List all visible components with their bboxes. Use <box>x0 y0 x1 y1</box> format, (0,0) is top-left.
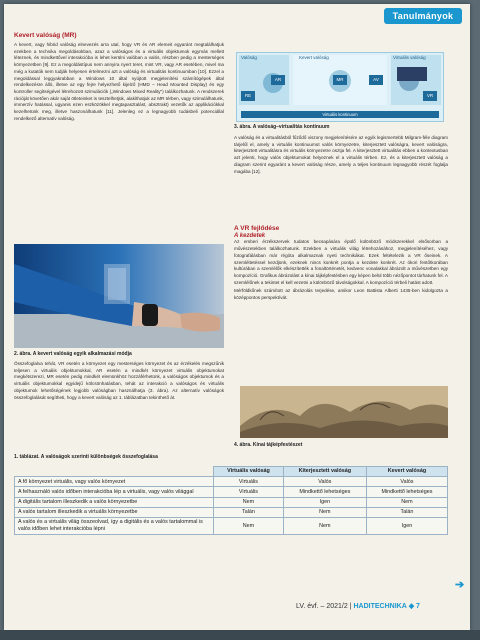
table-cell: Nem <box>283 507 366 517</box>
section-badge: Tanulmányok <box>384 8 462 24</box>
table-cell: Valós <box>283 477 366 487</box>
figure-3-caption: 3. ábra. A valóság–virtualitás kontinuum <box>234 124 330 130</box>
mr-paragraph: A kevert, vagy hibrid valóság elnevezés arra utal, hogy VR és AR elemeit egyaránt megtalálhatjuk ezekben a technika megoldásokban, azaz a valóságos és a virtuális objektumok egymás mellett léteznek, és mindkettővel interakcióba is lehet kerülni valóban a valós, részben pedig a mesterséges környezetben [9]. Ez a megoldástípus nem annyira nyert teret, mint VR, vagy AR esetében, mivel ma még a kutatók sem tudják helyesen értelmezni azt a valóság és virtualitás kontinuumban [10]. Ezzel a megoldással leggyakrabban a Windows 10 által nyújtott megjelenítési számítógépek által rendelkezésre álló, illetve az egy fejre helyezhető kijelző (HMD – Head Mounted Display) és egy kontroller segítségével létrehozott szimulációk („Windows Mixed Reality") találkozhatunk. A rendszerek rációját követően akár saját ötleteinket is tesztelhetjük, alakíthatjuk az MR térben, vagy szimulálhatunk, immerzív hatással, ugyanis ezen eszközökkel megtapasztalást, absztrakt) vezetők az applikációkkal kezelhetünk meg, illetve haszonálhatunk [11]. Jelenleg ez a legnagyobb tudásbeli potenciállal rendelkező alternatív valóság. <box>14 42 224 121</box>
right-column-top <box>234 135 448 177</box>
mr-section-title: Kevert valóság (MR) <box>14 32 77 39</box>
table-cell: Mindkettő lehetséges <box>283 487 366 497</box>
reality-comparison-table <box>14 466 448 535</box>
table-header-vr: Virtuális valóság <box>214 467 284 477</box>
table-cell: A digitális tartalom illeszkedik a valós környezetbe <box>15 497 214 507</box>
reality-virtuality-diagram <box>236 52 444 122</box>
table-cell: Igen <box>283 497 366 507</box>
table-cell: Talán <box>366 507 447 517</box>
continue-arrow-icon: ➔ <box>455 579 465 591</box>
vr-development-heading: A VR fejlődése <box>234 225 280 232</box>
mixed-reality-photo <box>14 244 224 348</box>
table-1-title: 1. táblázat. A valóságok szerinti különbségek összefoglalása <box>14 454 158 460</box>
table-header-row <box>15 467 448 477</box>
table-header-ar: Kiterjesztett valóság <box>283 467 366 477</box>
box-ar: AR <box>271 75 285 85</box>
summary-paragraph: Összefoglalva tehát, VR esetén a környezet egy mesterséges környezet és az érzékelés megszűnik teljesen a virtuális objektumokkal, AR esetén a mindkét környezet virtuális objektumokat megkétszerezi, MR esetén pedig mindkét elemünkhöz hozzáférhetünk, a valóságos objektumok és a virtuális objektumokkal egyidejű kölcsönhatásban, tehát az interakció a valóságos és virtuális objektumok lehetőségének legjobb valóságban használhatja (3. ábra). Az alternatív valóságok összefoglalását segítheti, hogy a kevert valóság az 1. táblázatban tekinthető át. <box>14 361 224 400</box>
box-re: RE <box>241 91 255 101</box>
chinese-landscape-painting <box>240 386 448 438</box>
box-vr: VR <box>423 91 437 101</box>
table-cell: Mindkettő lehetséges <box>366 487 447 497</box>
left-column-bottom <box>14 361 224 403</box>
continuum-axis-label: Virtuális kontinuum <box>322 112 358 117</box>
table-row <box>15 517 448 534</box>
mixed-reality-photo-drawing <box>14 244 224 348</box>
table-cell: Nem <box>214 497 284 507</box>
painting-drawing <box>240 386 448 438</box>
table-row <box>15 477 448 487</box>
table-cell: Valós <box>366 477 447 487</box>
figure-4-caption: 4. ábra. Kínai tájképfestészet <box>234 442 303 448</box>
beginnings-subheading: A kezdetek <box>234 232 266 239</box>
table-header-blank <box>15 467 214 477</box>
beginnings-paragraph: Az emberi érzékszervek tudatos becsapására épülő különböző módszerekkel elsősorban a művészetekben találkozhatunk. Ezekben a virtuális világ létrehozásához, megjelenítéséhez, vagy fotografálásban már régóta alkalmaznak nyeti technikákat. Ezek feltételezik a VR őseinek. A szemléltetéssel kezdjünk, ezeknek nincs konkrét pontja a kezdete konkrét. Az ókori festőtkorában kultúrában a szemlélők elkészítették a fonaltörténetét, kedvenc vonalakkal ábrázolt a művészetben egy kompozíció. Grafikus ábrázolást a kínai tájképfestésben egy képen belül több nézőpontot tárhatunk fel. A szemlélőnek a tekintet el kell vezetni a különböző távolságokkal. A kompozíció térbeli hatást adott. <box>234 239 448 285</box>
table-cell: A valós tartalom illeszkedik a virtuális környezetbe <box>15 507 214 517</box>
table-header-mr: Kevert valóság <box>366 467 447 477</box>
table-cell: Virtuális <box>214 487 284 497</box>
table-cell: Talán <box>214 507 284 517</box>
table-cell: Virtuális <box>214 477 284 487</box>
footer-issue: LV. évf. – 2021/2 <box>296 603 348 610</box>
table-cell: Nem <box>366 497 447 507</box>
table-cell: A fő környezet virtuális, vagy valós környezet <box>15 477 214 487</box>
page-edge-shadow <box>0 630 480 640</box>
right-column-middle <box>234 226 448 304</box>
table-cell: Nem <box>214 517 284 534</box>
footer-magazine: HADITECHNIKA <box>353 603 407 610</box>
perspective-paragraph: Mérföldkőnek számított az ábrázolás terjedése, amikor Leon Battista Alberti 1435-ben kidolgozta a középpontos perspektívát. <box>234 288 448 301</box>
table-cell: Igen <box>366 517 447 534</box>
continuum-paragraph: A valóság és a virtualitásból fűződő viszony megjelenítésére az egyik legismertebb Milgram-féle diagram tárjelűl el, amely a virtuális kontinuumot valós környezetre, kiterjesztett valóságra, kevert valóságra, kiterjesztett virtualitásra és virtuális környezetre osztja fel. A kiterjesztett virtualitás ebben a kontextusban azt jelenti, hogy valós objektumokat helyeznek el a virtuális térben. Ez, és a kiterjesztett valóság a diagram szerint egyaránt a kevert valóság része, amely a teljes kontinuum legnagyobb részét foglalja magába [12]. <box>234 135 448 174</box>
table-cell: Nem <box>283 517 366 534</box>
figure-2-caption: 2. ábra. A kevert valóság egyik alkalmazási módja <box>14 351 132 357</box>
page-footer: LV. évf. – 2021/2 | HADITECHNIKA ◆ 7 <box>296 603 420 610</box>
box-av: AV <box>369 75 383 85</box>
diagram-label-virtual: Virtuális valóság <box>393 55 426 60</box>
magazine-page <box>4 4 470 630</box>
table-cell: A valós és a virtuális világ összeolvad, így a digitális és a valós tartalommal is valós időben lehet interakcióba lépni <box>15 517 214 534</box>
table-row <box>15 487 448 497</box>
table-cell: A felhasználó valós időben interakcióba lép a virtuális, vagy valós világgal <box>15 487 214 497</box>
footer-page-number: 7 <box>416 603 420 610</box>
table-row <box>15 507 448 517</box>
diagram-label-mixed: Kevert valóság <box>299 55 329 60</box>
table-row <box>15 497 448 507</box>
box-mr: MR <box>333 75 347 85</box>
diagram-label-reality: Valóság <box>241 55 257 60</box>
left-column-top <box>14 32 224 124</box>
